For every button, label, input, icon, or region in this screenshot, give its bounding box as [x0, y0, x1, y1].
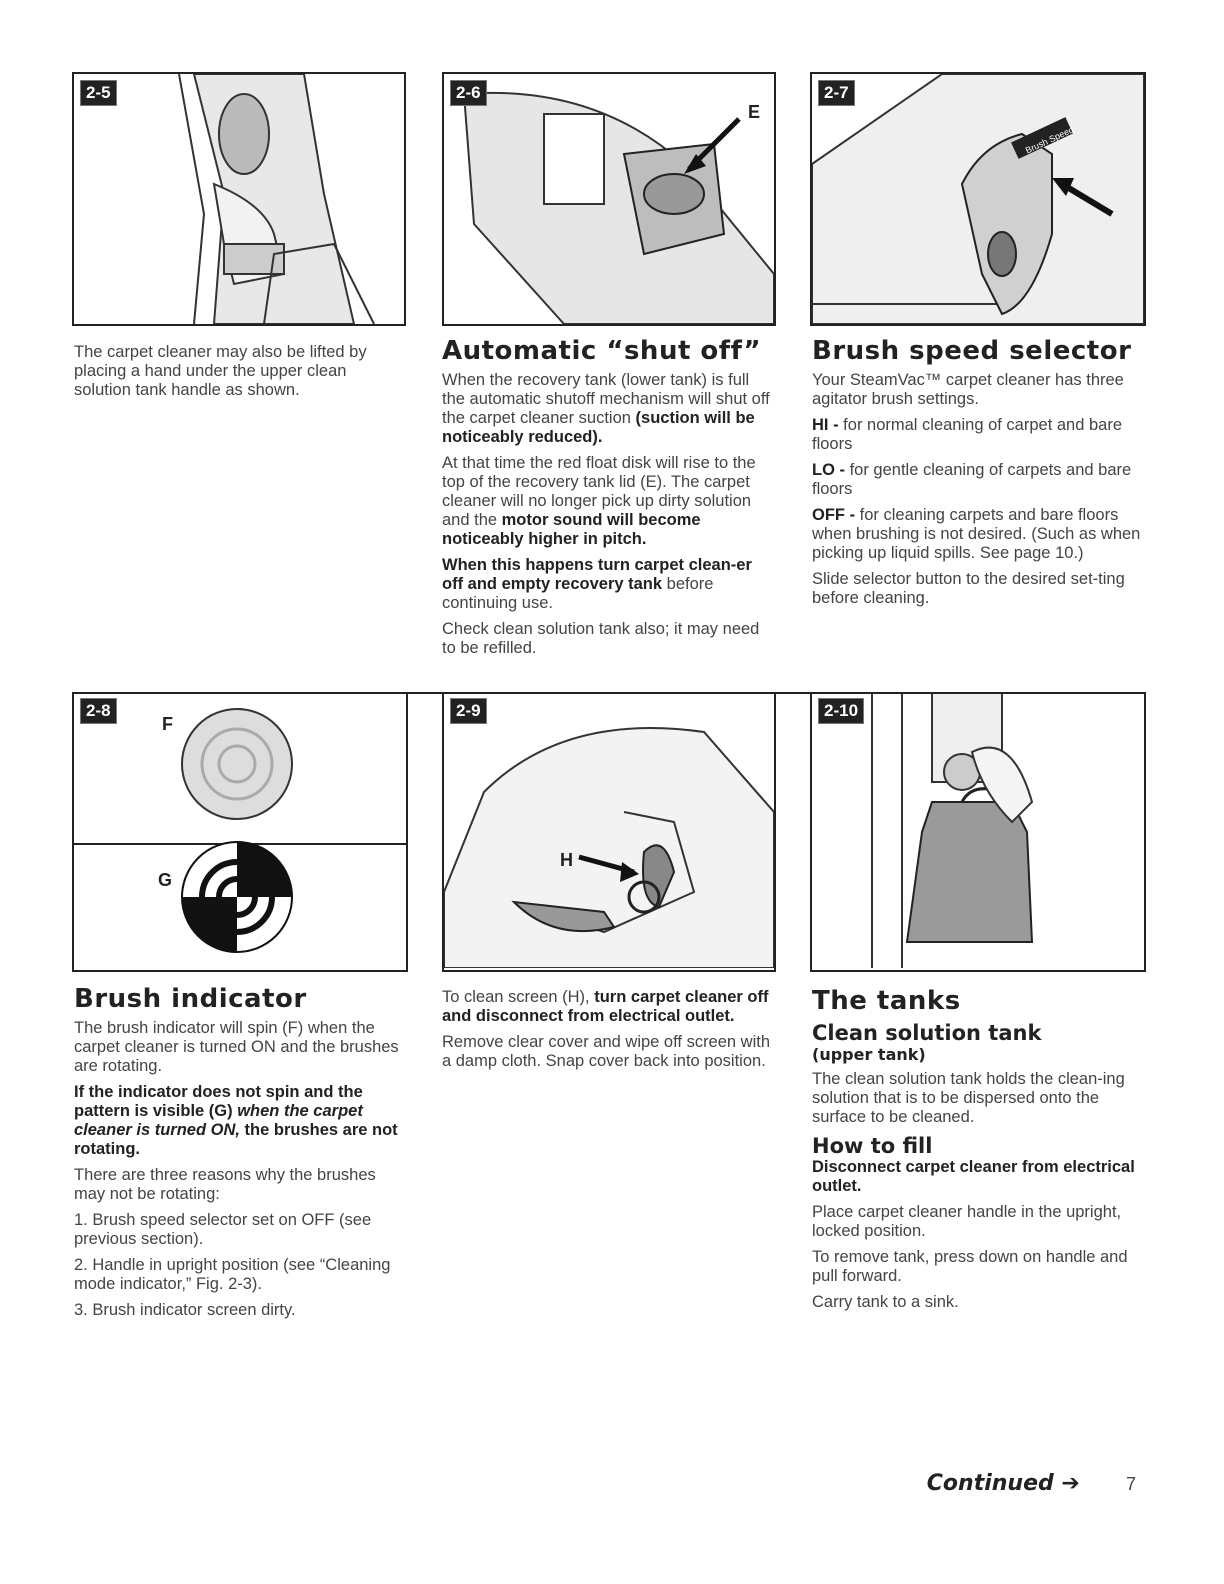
bold-text: When this happens turn carpet clean-er off and empty recovery tank — [442, 556, 752, 593]
column-lifting-note — [74, 343, 404, 407]
figure-2-5 — [72, 72, 406, 326]
paragraph: The clean solution tank holds the clean-ing solution that is to be dispersed onto the surface to be cleaned. — [812, 1070, 1125, 1126]
section-title: Brush indicator — [74, 984, 307, 1014]
section-automatic-shut-off — [442, 336, 772, 665]
paragraph — [812, 461, 1142, 499]
figure-2-10-illustration — [812, 692, 1144, 968]
bold-text: HI - — [812, 416, 839, 434]
callout-e: E — [748, 102, 761, 122]
figure-2-7 — [810, 72, 1146, 326]
figure-2-9 — [442, 692, 776, 972]
figure-badge: 2-7 — [818, 80, 855, 106]
paragraph: Place carpet cleaner handle in the upright, locked position. — [812, 1203, 1122, 1240]
figure-2-7-illustration — [812, 74, 1144, 324]
figure-badge: 2-9 — [450, 698, 487, 724]
subsection-title: Clean solution tank — [812, 1021, 1042, 1045]
section-brush-speed-selector — [812, 336, 1142, 615]
section-title: Brush speed selector — [812, 336, 1132, 366]
bold-text: (suction will be noticeably reduced). — [442, 409, 755, 446]
figure-2-9-illustration — [444, 692, 774, 968]
italic-text: when the carpet cleaner is turned ON, — [74, 1102, 363, 1139]
paragraph: Carry tank to a sink. — [812, 1293, 959, 1311]
bold-text: motor sound will become noticeably higher in pitch. — [442, 511, 701, 548]
paragraph — [812, 1158, 1142, 1196]
subsection-subtitle: (upper tank) — [812, 1045, 926, 1064]
paragraph — [442, 556, 772, 613]
page-number: 7 — [1125, 1474, 1136, 1494]
paragraph — [812, 506, 1142, 563]
paragraph: The brush indicator will spin (F) when the carpet cleaner is turned ON and the brushes are rotating. — [74, 1019, 399, 1075]
bold-text: Disconnect carpet cleaner from electrical outlet. — [812, 1158, 1135, 1195]
continued-label: Continued ➔ — [926, 1471, 1080, 1496]
text: When the recovery tank (lower tank) is full the automatic shutoff mechanism will shut off the carpet cleaner suction — [442, 371, 770, 427]
bold-text: OFF - — [812, 506, 856, 524]
section-brush-indicator — [74, 984, 404, 1327]
paragraph: Slide selector button to the desired set-ting before cleaning. — [812, 570, 1125, 607]
paragraph — [442, 988, 772, 1026]
subsection-title: How to fill — [812, 1134, 933, 1158]
page-footer — [927, 1470, 1136, 1496]
paragraph: Your SteamVac™ carpet cleaner has three agitator brush settings. — [812, 371, 1124, 408]
figure-badge: 2-6 — [450, 80, 487, 106]
section-clean-screen — [442, 988, 772, 1078]
list-item: 3. Brush indicator screen dirty. — [74, 1301, 296, 1319]
callout-h: H — [560, 850, 573, 870]
figure-2-6-illustration — [444, 74, 774, 324]
paragraph — [442, 371, 772, 447]
bold-text: LO - — [812, 461, 845, 479]
paragraph: To remove tank, press down on handle and pull forward. — [812, 1248, 1128, 1285]
figure-badge: 2-10 — [818, 698, 864, 724]
text: At that time the red float disk will rise to the top of the recovery tank lid (E). The carpet cleaner will no longer pick up dirty solution and the — [442, 454, 756, 529]
section-the-tanks — [812, 986, 1142, 1319]
lifting-note-text: The carpet cleaner may also be lifted by placing a hand under the upper clean solution tank handle as shown. — [74, 343, 367, 399]
section-title: Automatic “shut off” — [442, 336, 762, 366]
paragraph — [74, 1083, 404, 1159]
bold-text: the brushes are not rotating. — [74, 1121, 398, 1158]
callout-f: F — [162, 714, 173, 734]
figure-2-10 — [810, 692, 1146, 972]
text: for normal cleaning of carpet and bare floors — [812, 416, 1123, 453]
figure-badge: 2-8 — [80, 698, 117, 724]
callout-g: G — [158, 870, 173, 890]
paragraph — [442, 454, 772, 549]
text: To clean screen (H), — [442, 988, 595, 1006]
text: before continuing use. — [442, 575, 714, 612]
text: for cleaning carpets and bare floors when brushing is not desired. (Such as when picking up liquid spills. See page 10.) — [812, 506, 1141, 562]
brush-speed-label: Brush Speed — [1023, 124, 1076, 156]
figure-2-6 — [442, 72, 776, 326]
section-divider — [72, 692, 1146, 694]
paragraph: Check clean solution tank also; it may need to be refilled. — [442, 620, 760, 657]
figure-2-8-illustration — [74, 692, 406, 968]
section-title: The tanks — [812, 986, 961, 1016]
bold-text: If the indicator does not spin and the pattern is visible (G) — [74, 1083, 363, 1120]
paragraph — [812, 416, 1142, 454]
figure-2-8 — [72, 692, 408, 972]
text: for gentle cleaning of carpets and bare floors — [812, 461, 1132, 498]
list-item: 1. Brush speed selector set on OFF (see previous section). — [74, 1211, 372, 1248]
bold-text: turn carpet cleaner off and disconnect from electrical outlet. — [442, 988, 769, 1025]
figure-badge: 2-5 — [80, 80, 117, 106]
paragraph: There are three reasons why the brushes may not be rotating: — [74, 1166, 376, 1203]
paragraph: Remove clear cover and wipe off screen with a damp cloth. Snap cover back into position. — [442, 1033, 771, 1070]
list-item: 2. Handle in upright position (see “Cleaning mode indicator,” Fig. 2-3). — [74, 1256, 391, 1293]
figure-2-5-illustration — [74, 74, 404, 324]
